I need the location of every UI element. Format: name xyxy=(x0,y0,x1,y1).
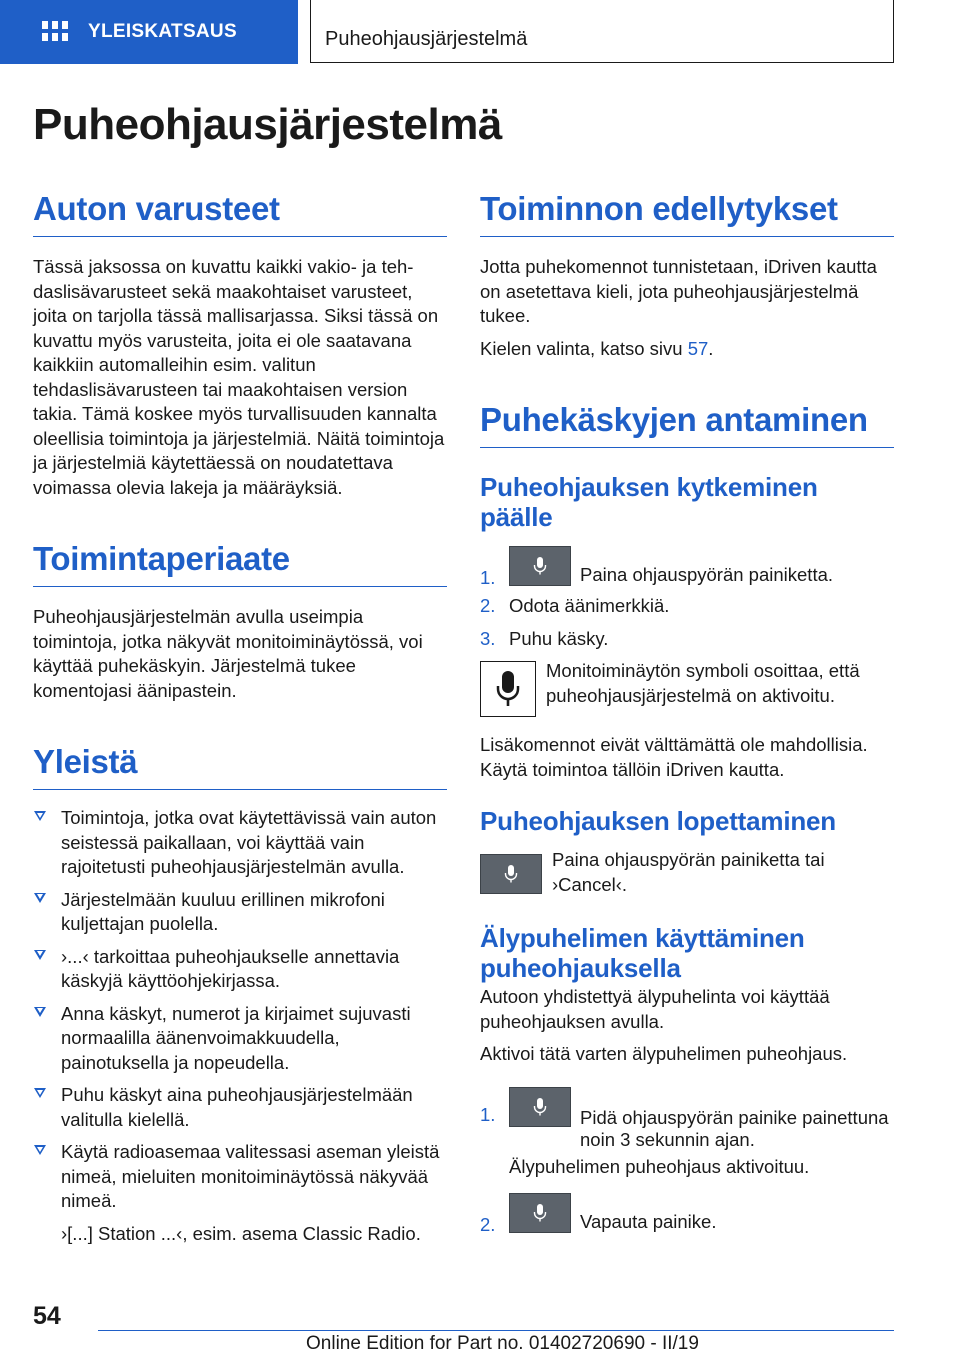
list-item: Järjestelmään kuuluu erillinen mikrofoni kuljettajan puolella. xyxy=(33,888,447,937)
voice-button xyxy=(509,1193,571,1233)
triangle-bullet-icon xyxy=(34,1145,46,1155)
voice-button xyxy=(509,1087,571,1127)
list-item: 1. Pidä ohjauspyörän painike painettuna noin 3 sekunnin ajan. Älypuhelimen puheohjaus aktivoituu. xyxy=(480,1083,894,1180)
section-header xyxy=(310,0,894,63)
switch-off-row: Paina ohjauspyörän painiketta tai ›Cancel‹. xyxy=(480,848,894,897)
list-item: Puhu käskyt aina puheohjausjärjestelmään valitulla kielellä. xyxy=(33,1083,447,1132)
triangle-bullet-icon xyxy=(34,1088,46,1098)
left-column xyxy=(33,190,447,1254)
list-item: 1. Paina ohjauspyörän painiketta. xyxy=(480,546,894,586)
additional-commands-text: Lisäkomennot eivät välttämättä ole mahdollisia. Käytä toimintoa tällöin iDriven kautta. xyxy=(480,734,868,780)
vehicle-equipment-text: Tässä jaksossa on kuvattu kaikki vakio- ja teh-daslisävarusteet sekä maakohtaiset varusteet, joita on tarjolla tässä mallisarjassa. Siksi tässä on kuvattu myös varusteita, joita ei ole saatavana kaikkiin automalleihin esim. valitun tehdaslisävarusteen tai maakohtaisen version takia. Tämä koskee myös turvallisuuden kannalta oleellisia toimintoja ja järjestelmiä. Näitä toimintoja ja järjestelmiä käytettäessä on noudatettava voimassa olevia lakeja ja määräyksiä. xyxy=(33,256,445,498)
heading-requirements: Toiminnon edellytykset xyxy=(480,190,894,237)
voice-active-symbol xyxy=(480,661,536,717)
heading-smartphone: Älypuhelimen käyttäminen puheohjauksella xyxy=(480,923,805,983)
list-item: 2. Vapauta painike. xyxy=(480,1193,894,1233)
triangle-bullet-icon xyxy=(34,893,46,903)
microphone-icon xyxy=(503,864,519,884)
list-item: 3. Puhu käsky. xyxy=(480,627,609,649)
switch-on-steps xyxy=(480,546,894,651)
general-list xyxy=(33,806,447,1246)
list-item: Anna käskyt, numerot ja kirjaimet sujuvasti normaalilla äänenvoimakkuudella, painotuksella ja nopeudella. xyxy=(33,1002,447,1076)
heading-general: Yleistä xyxy=(33,743,447,790)
list-item: Toimintoja, jotka ovat käytettävissä vain auton seistessä paikallaan, voi käyttää vain rajoitetusti puheohjausjärjestelmän avulla. xyxy=(33,806,447,880)
heading-principle: Toimintaperiaate xyxy=(33,540,447,587)
smartphone-text: Autoon yhdistettyä älypuhelinta voi käyttää puheohjauksen avulla. xyxy=(480,986,830,1032)
heading-voice-commands: Puhekäskyjen antaminen xyxy=(480,401,894,448)
heading-vehicle-equipment: Auton varusteet xyxy=(33,190,447,237)
heading-switch-on: Puheohjauksen kytkeminen päälle xyxy=(480,472,818,532)
footer-divider xyxy=(98,1330,894,1331)
language-reference: Kielen valinta, katso sivu 57. xyxy=(480,337,714,359)
grid-menu-icon xyxy=(42,21,68,43)
voice-button xyxy=(480,854,542,894)
edition-text: Online Edition for Part no. 01402720690 - II/19 xyxy=(306,1333,699,1354)
station-example: ›[...] Station ...‹, esim. asema Classic Radio. xyxy=(61,1222,421,1244)
microphone-icon xyxy=(532,556,548,576)
page-title: Puheohjausjärjestelmä xyxy=(33,100,502,149)
smartphone-activated-note: Älypuhelimen puheohjaus aktivoituu. xyxy=(509,1155,810,1177)
voice-button xyxy=(509,546,571,586)
microphone-icon xyxy=(532,1097,548,1117)
list-item: 2. Odota äänimerkkiä. xyxy=(480,595,670,616)
smartphone-activate-text: Aktivoi tätä varten älypuhelimen puheohjaus. xyxy=(480,1043,848,1064)
list-item: ›...‹ tarkoittaa puheohjaukselle annettavia käskyjä käyttöohjekirjassa. xyxy=(33,945,447,994)
list-item: Käytä radioasemaa valitessasi aseman yleistä nimeä, mieluiten monitoiminäytössä näkyvää nimeä. ›[...] Station ...‹, esim. asema Classic Radio. xyxy=(33,1140,447,1246)
smartphone-steps xyxy=(480,1083,894,1234)
microphone-icon xyxy=(532,1203,548,1223)
overview-tab-label: YLEISKATSAUS xyxy=(88,21,237,42)
right-column xyxy=(480,190,894,1241)
principle-text: Puheohjausjärjestelmän avulla useimpia toimintoja, jotka näkyvät monitoiminäytössä, voi käyttää puhekäskyin. Järjestelmä tukee komentojasi äänipastein. xyxy=(33,606,423,701)
page-number: 54 xyxy=(33,1302,61,1330)
section-header-title: Puheohjausjärjestelmä xyxy=(325,28,528,50)
voice-active-info: Monitoiminäytön symboli osoittaa, että puheohjausjärjestelmä on aktivoitu. xyxy=(480,659,894,717)
triangle-bullet-icon xyxy=(34,811,46,821)
overview-tab[interactable] xyxy=(0,0,298,64)
triangle-bullet-icon xyxy=(34,1007,46,1017)
heading-switch-off: Puheohjauksen lopettaminen xyxy=(480,806,836,836)
microphone-icon xyxy=(495,669,521,709)
requirements-text: Jotta puhekomennot tunnistetaan, iDriven kautta on asetettava kieli, jota puheohjausjärjestelmä tukee. xyxy=(480,256,877,326)
page-link[interactable]: 57 xyxy=(687,337,709,359)
triangle-bullet-icon xyxy=(34,950,46,960)
